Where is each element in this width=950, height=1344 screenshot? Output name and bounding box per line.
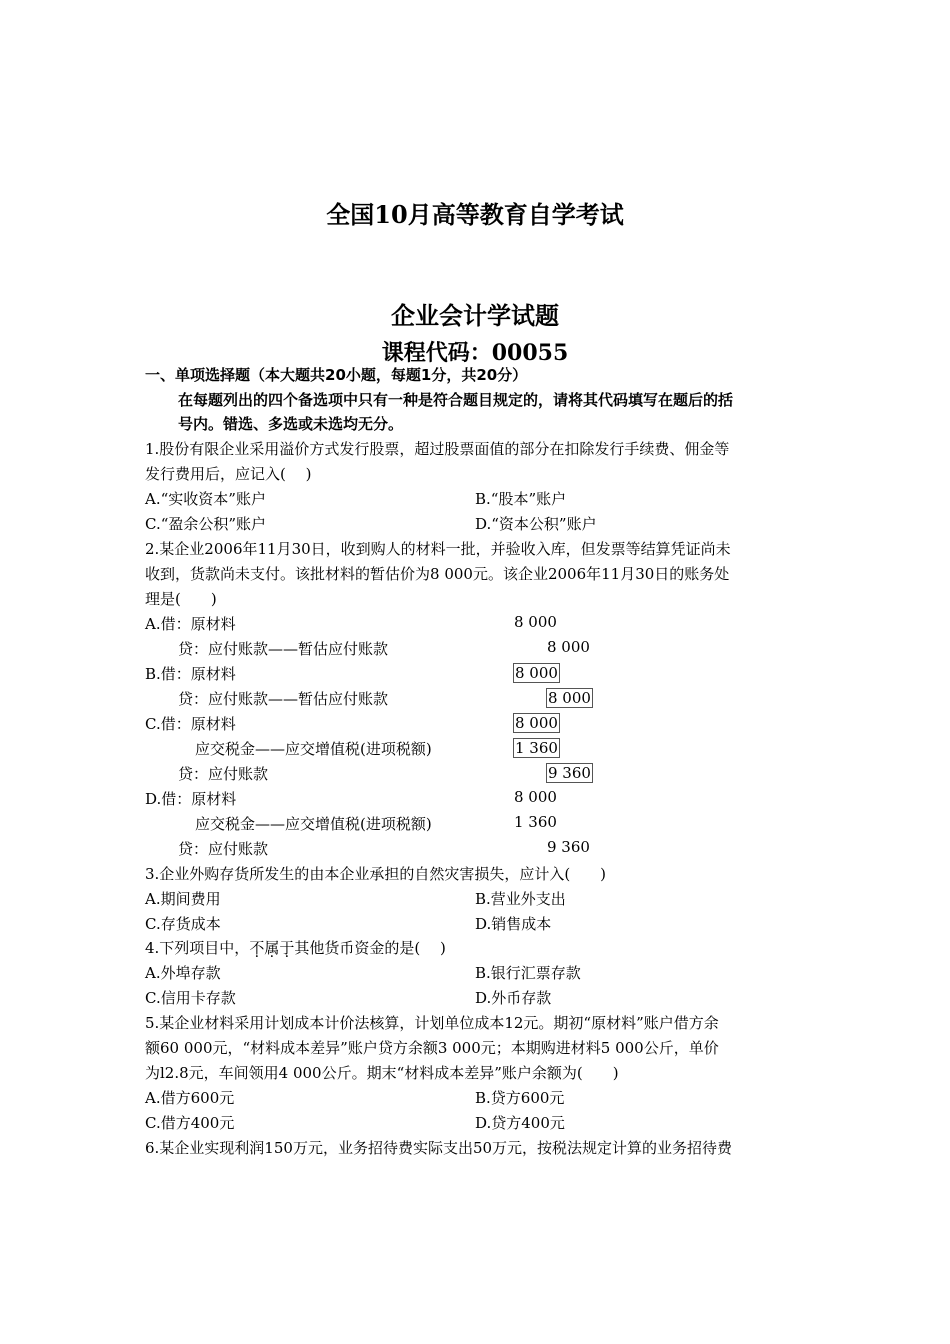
question-text: 为l2.8元，车间领用4 000公斤。期末“材料成本差异”账户余额为( ) bbox=[145, 1064, 619, 1082]
question-text: 额60 000元，“材料成本差异”账户贷方余额3 000元；本期购进材料5 000公斤，单价 bbox=[145, 1039, 719, 1057]
option-a-debit-amount: 8 000 bbox=[514, 613, 557, 631]
question-text: 收到，货款尚未支付。该批材料的暂估价为8 000元。该企业2006年11月30日的账务处 bbox=[145, 565, 730, 583]
option-b-credit: 贷：应付账款——暂估应付账款 bbox=[178, 690, 389, 708]
question-text: 发行费用后，应记入( ) bbox=[145, 465, 312, 483]
instruction-line-1: 在每题列出的四个备选项中只有一种是符合题目规定的，请将其代码填写在题后的括 bbox=[178, 391, 734, 409]
question-text-post: 其他货币资金的是( ) bbox=[294, 939, 446, 957]
emphasis-char: 于 bbox=[279, 939, 295, 957]
option-c-tax: 应交税金——应交增值税(进项税额) bbox=[195, 740, 432, 758]
question-text bbox=[145, 937, 446, 958]
option-b: B.贷方600元 bbox=[475, 1089, 565, 1107]
option-a: A.“实收资本”账户 bbox=[145, 490, 266, 508]
option-c: C.存货成本 bbox=[145, 915, 221, 933]
option-a-debit: A.借：原材料 bbox=[145, 615, 236, 633]
option-a: A.借方600元 bbox=[145, 1089, 235, 1107]
option-a: A.期间费用 bbox=[145, 890, 221, 908]
option-d-debit-amount: 8 000 bbox=[514, 788, 557, 806]
option-d: D.“资本公积”账户 bbox=[475, 515, 597, 533]
option-d-credit-amount: 9 360 bbox=[547, 838, 590, 856]
subject-title: 企业会计学试题 bbox=[391, 301, 559, 330]
option-c-debit-amount: 8 000 bbox=[515, 714, 558, 732]
question-text: 6.某企业实现利润150万元，业务招待费实际支出50万元，按税法规定计算的业务招待费 bbox=[145, 1139, 733, 1157]
option-c-debit: C.借：原材料 bbox=[145, 715, 236, 733]
question-text-pre: 4.下列项目中， bbox=[145, 939, 250, 957]
option-a: A.外埠存款 bbox=[145, 964, 221, 982]
instruction-line-2: 号内。错选、多选或未选均无分。 bbox=[178, 415, 404, 433]
option-b: B.银行汇票存款 bbox=[475, 964, 581, 982]
question-text: 5.某企业材料采用计划成本计价法核算，计划单位成本12元。期初“原材料”账户借方余 bbox=[145, 1014, 719, 1032]
option-c: C.借方400元 bbox=[145, 1114, 235, 1132]
option-c-credit: 贷：应付账款 bbox=[178, 765, 269, 783]
option-d-tax-amount: 1 360 bbox=[514, 813, 557, 831]
emphasis-not-belong bbox=[249, 939, 294, 957]
emphasis-char: 不 bbox=[249, 939, 265, 957]
option-b-debit: B.借：原材料 bbox=[145, 665, 236, 683]
section-heading: 一、单项选择题（本大题共20小题，每题1分，共20分） bbox=[145, 366, 528, 384]
option-c-tax-amount: 1 360 bbox=[515, 739, 558, 757]
course-code: 课程代码：00055 bbox=[381, 340, 569, 366]
exam-title: 全国10月高等教育自学考试 bbox=[326, 200, 624, 229]
option-b-debit-amount: 8 000 bbox=[515, 664, 558, 682]
option-d-debit: D.借：原材料 bbox=[145, 790, 237, 808]
option-a-credit-amount: 8 000 bbox=[547, 638, 590, 656]
option-b-credit-amount: 8 000 bbox=[548, 689, 591, 707]
option-d-tax: 应交税金——应交增值税(进项税额) bbox=[195, 815, 432, 833]
question-text: 1.股份有限企业采用溢价方式发行股票，超过股票面值的部分在扣除发行手续费、佣金等 bbox=[145, 440, 730, 458]
option-a-credit: 贷：应付账款——暂估应付账款 bbox=[178, 640, 389, 658]
option-d-credit: 贷：应付账款 bbox=[178, 840, 269, 858]
option-b: B.“股本”账户 bbox=[475, 490, 567, 508]
emphasis-char: 属 bbox=[264, 939, 280, 957]
question-text: 理是( ) bbox=[145, 590, 217, 608]
option-d: D.贷方400元 bbox=[475, 1114, 565, 1132]
option-d: D.外币存款 bbox=[475, 989, 552, 1007]
option-c-credit-amount: 9 360 bbox=[548, 764, 591, 782]
option-c: C.“盈余公积”账户 bbox=[145, 515, 267, 533]
option-c: C.信用卡存款 bbox=[145, 989, 236, 1007]
option-b: B.营业外支出 bbox=[475, 890, 566, 908]
question-text: 2.某企业2006年11月30日，收到购人的材料一批，并验收入库，但发票等结算凭证尚未 bbox=[145, 540, 731, 558]
option-d: D.销售成本 bbox=[475, 915, 552, 933]
question-text: 3.企业外购存货所发生的由本企业承担的自然灾害损失，应计入( ) bbox=[145, 865, 607, 883]
